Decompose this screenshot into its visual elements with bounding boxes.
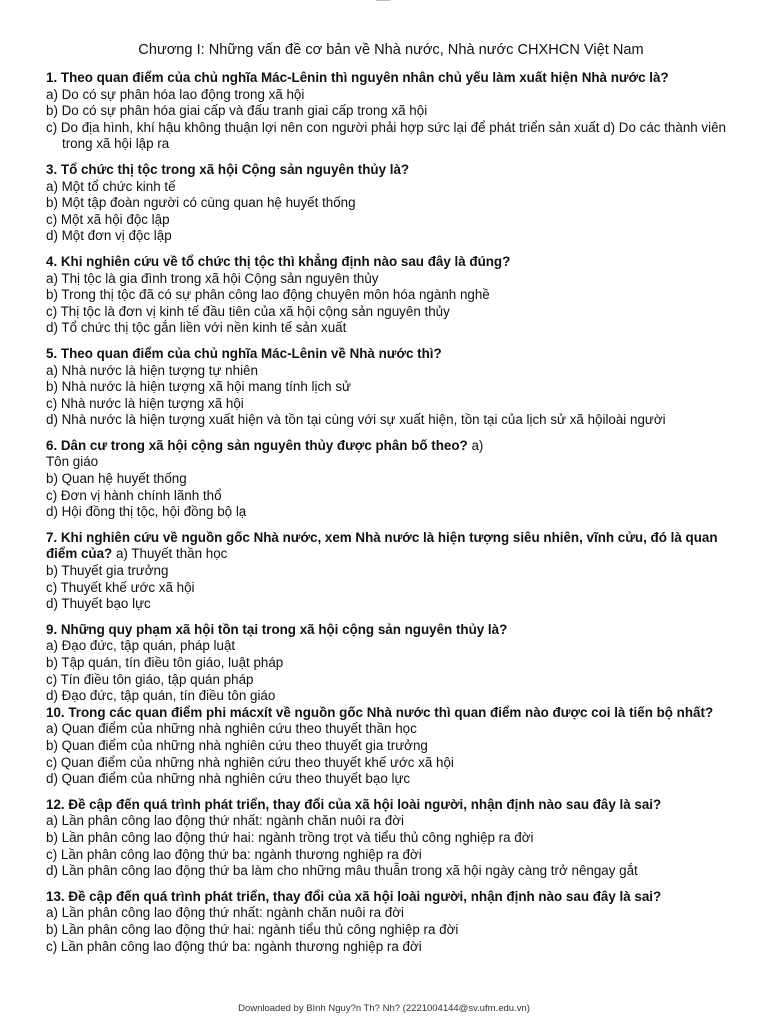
option-c: c) Đơn vị hành chính lãnh thổ	[46, 487, 222, 503]
option-b: b) Quan hệ huyết thống	[46, 471, 187, 487]
option-a: a) Lần phân công lao động thứ nhất: ngành chăn nuôi ra đời	[46, 905, 404, 921]
option-b: b) Nhà nước là hiện tượng xã hội mang tính lịch sử	[46, 379, 351, 395]
question-6	[46, 438, 736, 521]
question-text: 12. Đề cập đến quá trình phát triển, thay đổi của xã hội loài người, nhận định nào sau đây là sai?	[46, 796, 662, 812]
option-c: c) Một xã hội độc lập	[46, 211, 170, 227]
question-1	[46, 70, 736, 153]
option-b: b) Lần phân công lao động thứ hai: ngành trồng trọt và tiểu thủ công nghiệp ra đời	[46, 829, 534, 845]
question-3	[46, 162, 736, 245]
inline-option: a) Thuyết thần học	[112, 546, 228, 562]
question-text: 1. Theo quan điểm của chủ nghĩa Mác-Lênin thì nguyên nhân chủ yếu làm xuất hiện Nhà nước là?	[46, 70, 669, 85]
question-heading	[46, 797, 736, 814]
option-c: c) Tín điều tôn giáo, tập quán pháp	[46, 671, 254, 687]
question-text: 13. Đề cập đến quá trình phát triển, thay đổi của xã hội loài người, nhận định nào sau đây là sai?	[46, 888, 662, 904]
question-5	[46, 346, 736, 429]
option-b: b) Lần phân công lao động thứ hai: ngành tiểu thủ công nghiệp ra đời	[46, 921, 459, 937]
option-a: a) Một tổ chức kinh tế	[46, 178, 176, 194]
option-d: d) Tổ chức thị tộc gắn liền với nền kinh tế sản xuất	[46, 320, 347, 336]
question-text: 4. Khi nghiên cứu về tổ chức thị tộc thì khẳng định nào sau đây là đúng?	[46, 253, 511, 269]
question-heading	[46, 438, 736, 455]
question-4	[46, 254, 736, 337]
question-heading	[46, 346, 736, 363]
option-d: d) Thuyết bạo lực	[46, 596, 151, 612]
option-b: b) Do có sự phân hóa giai cấp và đấu tranh giai cấp trong xã hội	[46, 103, 428, 119]
download-footer: Downloaded by Bình Nguy?n Th? Nh? (2221004144@sv.ufm.edu.vn)	[238, 1003, 530, 1014]
option-d: d) Quan điểm của những nhà nghiên cứu theo thuyết bạo lực	[46, 771, 411, 787]
option-b: b) Trong thị tộc đã có sự phân công lao động chuyên môn hóa ngành nghề	[46, 287, 490, 303]
question-heading	[46, 705, 736, 722]
option-d: d) Lần phân công lao động thứ ba làm cho những mâu thuẫn trong xã hội ngày càng trở nêngay gắt	[46, 863, 638, 879]
inline-option: a)	[467, 437, 484, 453]
question-heading	[46, 70, 736, 87]
option-c: c) Thị tộc là đơn vị kinh tế đầu tiên của xã hội cộng sản nguyên thủy	[46, 303, 450, 319]
question-9	[46, 622, 736, 705]
question-heading	[46, 889, 736, 906]
option-c: c) Quan điểm của những nhà nghiên cứu theo thuyết khế ước xã hội	[46, 754, 454, 770]
option-c: c) Lần phân công lao động thứ ba: ngành thương nghiệp ra đời	[46, 938, 422, 954]
question-7	[46, 530, 736, 613]
option-d: d) Nhà nước là hiện tượng xuất hiện và tồn tại cùng với sự xuất hiện, tồn tại của lịch sử xã hộiloài người	[46, 412, 666, 428]
question-12	[46, 797, 736, 880]
option-a: a) Đạo đức, tập quán, pháp luật	[46, 638, 236, 654]
option-d: d) Đạo đức, tập quán, tín điều tôn giáo	[46, 688, 276, 704]
chapter-title: Chương I: Những vấn đề cơ bản về Nhà nước, Nhà nước CHXHCN Việt Nam	[138, 42, 644, 58]
option-a-continued: Tôn giáo	[46, 454, 99, 470]
question-text: 6. Dân cư trong xã hội cộng sản nguyên thủy được phân bố theo?	[46, 437, 468, 453]
question-text: 9. Những quy phạm xã hội tồn tại trong xã hội cộng sản nguyên thủy là?	[46, 621, 508, 637]
option-b: b) Một tập đoàn người có cùng quan hệ huyết thống	[46, 195, 356, 211]
question-text: 7. Khi nghiên cứu về nguồn gốc Nhà nước, xem Nhà nước là hiện tượng siêu nhiên, vĩnh cửu, đó là quan điểm của?	[46, 529, 718, 562]
question-text: 10. Trong các quan điểm phi mácxít về nguồn gốc Nhà nước thì quan điểm nào được coi là tiến bộ nhất?	[46, 704, 714, 720]
question-heading	[46, 254, 736, 271]
question-text: 5. Theo quan điểm của chủ nghĩa Mác-Lênin về Nhà nước thì?	[46, 345, 442, 361]
question-13	[46, 889, 736, 955]
option-c: c) Nhà nước là hiện tượng xã hội	[46, 395, 244, 411]
question-heading	[46, 162, 736, 179]
option-a: a) Quan điểm của những nhà nghiên cứu theo thuyết thần học	[46, 721, 417, 737]
option-b: b) Quan điểm của những nhà nghiên cứu theo thuyết gia trưởng	[46, 737, 428, 753]
question-10	[46, 705, 736, 788]
option-a: a) Thị tộc là gia đình trong xã hội Cộng sản nguyên thủy	[46, 270, 379, 286]
option-a: a) Lần phân công lao động thứ nhất: ngành chăn nuôi ra đời	[46, 813, 404, 829]
option-a: a) Nhà nước là hiện tượng tự nhiên	[46, 362, 258, 378]
option-b: b) Thuyết gia trưởng	[46, 563, 169, 579]
option-d: d) Hội đồng thị tộc, hội đồng bộ lạ	[46, 504, 247, 520]
top-page-mark	[376, 0, 390, 1]
question-heading	[46, 622, 736, 639]
option-d: d) Một đơn vị độc lập	[46, 228, 172, 244]
question-text: 3. Tổ chức thị tộc trong xã hội Cộng sản nguyên thủy là?	[46, 161, 410, 177]
option-c: c) Do địa hình, khí hậu không thuận lợi nên con người phải hợp sức lại để phát triển sản xuất d) Do các thành viên trong xã hội lập ra	[46, 119, 726, 152]
option-c: c) Lần phân công lao động thứ ba: ngành thương nghiệp ra đời	[46, 846, 422, 862]
question-heading	[46, 530, 736, 563]
option-b: b) Tập quán, tín điều tôn giáo, luật pháp	[46, 655, 284, 670]
option-c: c) Thuyết khế ước xã hội	[46, 579, 195, 595]
option-a: a) Do có sự phân hóa lao động trong xã hội	[46, 86, 305, 102]
document-page	[46, 42, 736, 964]
